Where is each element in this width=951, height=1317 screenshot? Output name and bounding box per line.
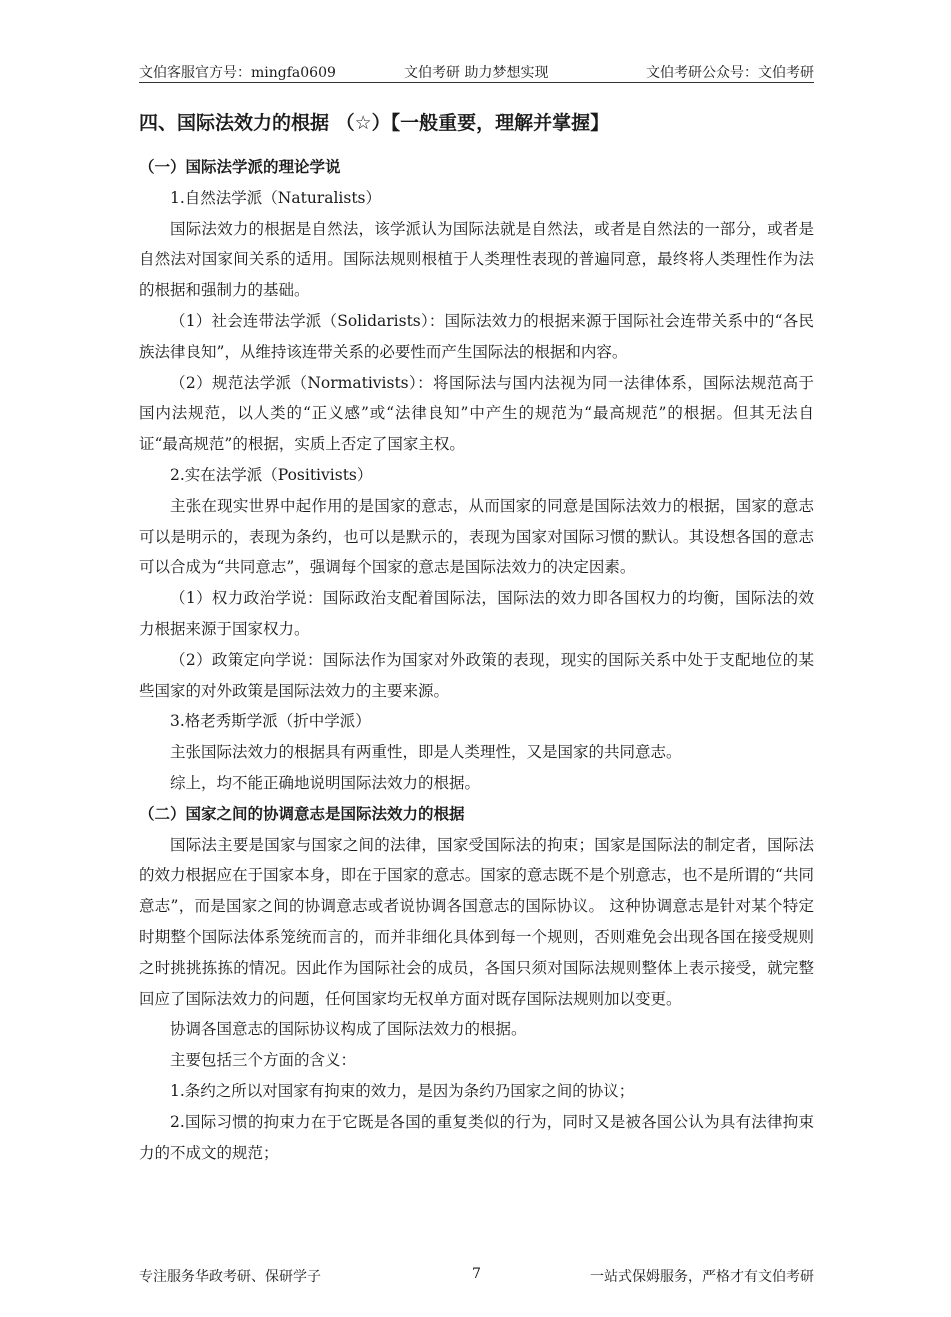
grotians-heading: 3.格老秀斯学派（折中学派） <box>170 712 371 731</box>
part2-agreement: 协调各国意志的国际协议构成了国际法效力的根据。 <box>170 1020 527 1039</box>
footer-left-text: 专注服务华政考研、保研学子 <box>139 1269 321 1285</box>
page-footer <box>139 1266 814 1288</box>
page-number: 7 <box>472 1266 481 1282</box>
part2-point-2: 2.国际习惯的拘束力在于它既是各国的重复类似的行为，同时又是被各国公认为具有法律拘束力的不成文的规范； <box>139 1112 814 1162</box>
header-center-text: 文伯考研 助力梦想实现 <box>404 65 549 81</box>
power-politics-paragraph: （1）权力政治学说：国际政治支配着国际法，国际法的效力即各国权力的均衡，国际法的效力根据来源于国家权力。 <box>139 589 814 638</box>
policy-oriented-paragraph: （2）政策定向学说：国际法作为国家对外政策的表现，现实的国际关系中处于支配地位的某些国家的对外政策是国际法效力的主要来源。 <box>139 650 814 700</box>
part2-body: 国际法主要是国家与国家之间的法律，国家受国际法的拘束；国家是国际法的制定者，国际法的效力根据应在于国家本身，即在于国家的意志。国家的意志既不是个别意志，也不是所谓的“共同意志”，而是国家之间的协调意志或者说协调各国意志的国际协议。 这种协调意志是针对某个特定时期整个国际法体系笼统而言的，而并非细化具体到每一个规则，否则难免会出现各国在接受规则之时挑挑拣拣的情况。因此作为国际社会的成员，各国只须对国际法规则整体上表示接受，就完整回应了国际法效力的问题，任何国家均无权单方面对既存国际法规则加以变更。 <box>139 835 814 1008</box>
part1-title: （一）国际法学派的理论学说 <box>139 158 341 176</box>
normativists-paragraph: （2）规范法学派（Normativists）：将国际法与国内法视为同一法律体系，国际法规范高于国内法规范，以人类的“正义感”或“法律良知”中产生的规范为“最高规范”的根据。但其无法自证“最高规范”的根据，实质上否定了国家主权。 <box>139 373 814 454</box>
part2-intro: 主要包括三个方面的含义： <box>170 1051 357 1070</box>
section-title: 四、国际法效力的根据 （☆）【一般重要，理解并掌握】 <box>139 112 610 134</box>
document-body <box>139 108 814 1168</box>
naturalists-body: 国际法效力的根据是自然法，该学派认为国际法就是自然法，或者是自然法的一部分，或者是自然法对国家间关系的适用。国际法规则根植于人类理性表现的普遍同意，最终将人类理性作为法的根据和强制力的基础。 <box>139 219 814 300</box>
solidarists-paragraph: （1）社会连带法学派（Solidarists）：国际法效力的根据来源于国际社会连带关系中的“各民族法律良知”，从维持该连带关系的必要性而产生国际法的根据和内容。 <box>139 311 814 361</box>
positivists-body: 主张在现实世界中起作用的是国家的意志，从而国家的同意是国际法效力的根据，国家的意志可以是明示的，表现为条约，也可以是默示的，表现为国家对国际习惯的默认。其设想各国的意志可以合成为“共同意志”，强调每个国家的意志是国际法效力的决定因素。 <box>139 496 814 577</box>
part2-title: （二）国家之间的协调意志是国际法效力的根据 <box>139 804 465 823</box>
positivists-heading: 2.实在法学派（Positivists） <box>170 465 373 484</box>
part2-point-1: 1.条约之所以对国家有拘束的效力，是因为条约乃国家之间的协议； <box>170 1081 635 1100</box>
grotians-body: 主张国际法效力的根据具有两重性，即是人类理性，又是国家的共同意志。 <box>170 743 682 762</box>
header-right-text: 文伯考研公众号：文伯考研 <box>646 65 814 81</box>
naturalists-heading: 1.自然法学派（Naturalists） <box>170 188 382 207</box>
footer-right-text: 一站式保姆服务，严格才有文伯考研 <box>590 1269 814 1285</box>
page-header <box>139 60 814 83</box>
part1-summary: 综上，均不能正确地说明国际法效力的根据。 <box>170 773 481 792</box>
header-left-text: 文伯客服官方号：mingfa0609 <box>139 65 336 81</box>
